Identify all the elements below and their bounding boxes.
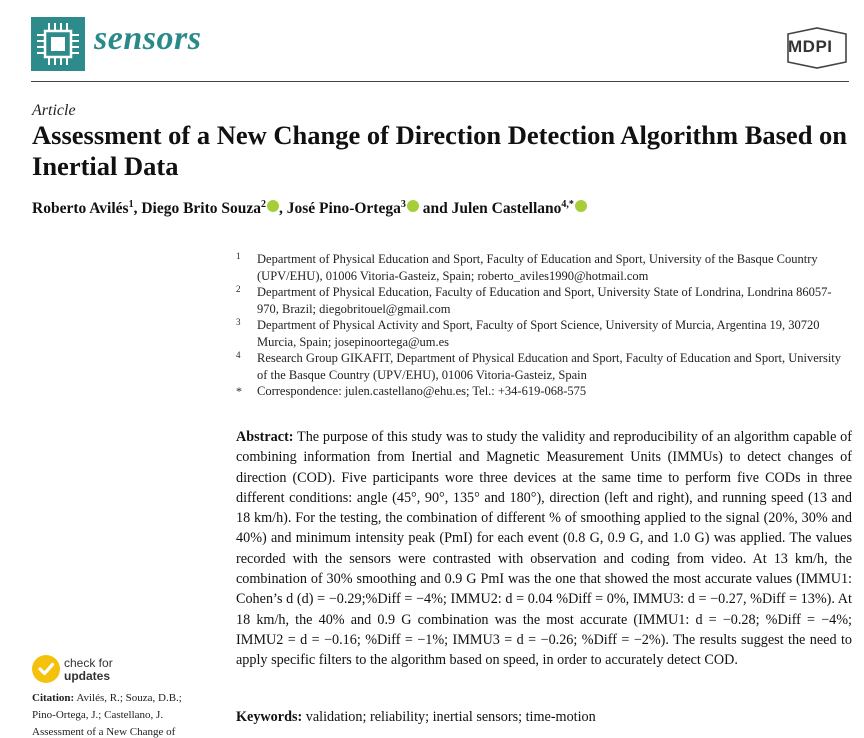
author-name[interactable]: Roberto Avilés (32, 200, 129, 218)
correspondence-text: Correspondence: julen.castellano@ehu.es; Tel.: +34-619-068-575 (257, 384, 587, 398)
article-title: Assessment of a New Change of Direction Detection Algorithm Based on Inertial Data (32, 120, 848, 181)
author-affiliation-ref: 3 (400, 199, 406, 210)
publisher-logo[interactable] (784, 26, 850, 70)
publisher-name: MDPI (788, 37, 833, 56)
affiliation-text: Department of Physical Activity and Sport, Faculty of Sport Science, University of Murcia, Argentina 19, 30720 Murcia, Spain; josepinoortega@um.es (257, 318, 820, 349)
author-list (32, 199, 587, 218)
orcid-icon[interactable] (575, 200, 587, 212)
abstract-label: Abstract: (236, 429, 294, 445)
affiliation-item (236, 317, 852, 350)
journal-logo-icon (31, 17, 85, 71)
abstract (236, 427, 852, 671)
affiliation-number: 3 (236, 317, 241, 327)
orcid-icon[interactable] (407, 200, 419, 212)
author-name[interactable]: Julen Castellano (451, 200, 562, 218)
citation-text: Avilés, R.; Souza, D.B.; Pino-Ortega, J.; Castellano, J. Assessment of a New Change of (32, 692, 182, 738)
journal-name[interactable]: sensors (94, 20, 202, 57)
affiliation-item (236, 284, 852, 317)
keywords-text: validation; reliability; inertial sensors; time-motion (305, 709, 596, 725)
affiliation-text: Department of Physical Education, Faculty of Education and Sport, University State of Londrina, Londrina 86057-970, Brazil; diegobritouel@gmail.com (257, 285, 832, 316)
updates-label-line1: check for (64, 656, 113, 670)
affiliation-list (236, 251, 852, 400)
affiliation-text: Department of Physical Education and Sport, Faculty of Education and Sport, University of the Basque Country (UPV/EHU), 01006 Vitoria-Gasteiz, Spain; roberto_aviles1990@hotmail.com (257, 252, 818, 283)
author-affiliation-ref: 4,* (561, 199, 574, 210)
author-affiliation-ref: 2 (261, 199, 267, 210)
article-type: Article (32, 102, 76, 119)
affiliation-number: 2 (236, 284, 241, 294)
affiliation-item (236, 350, 852, 383)
author-separator: and (418, 200, 452, 218)
keywords-label: Keywords: (236, 709, 303, 725)
header-divider (31, 81, 849, 82)
affiliation-item (236, 251, 852, 284)
affiliation-text: Research Group GIKAFIT, Department of Physical Education and Sport, Faculty of Education and Sport, University of the Basque Country (UPV/EHU), 01006 Vitoria-Gasteiz, Spain (257, 351, 842, 382)
correspondence-item (236, 383, 852, 400)
citation-block (32, 690, 197, 738)
orcid-icon[interactable] (267, 200, 279, 212)
author-name[interactable]: José Pino-Ortega (286, 200, 401, 218)
affiliation-number: 1 (236, 251, 241, 261)
affiliation-number: * (236, 384, 242, 398)
citation-label: Citation: (32, 692, 75, 704)
affiliation-number: 4 (236, 350, 241, 360)
keywords (236, 709, 852, 726)
checkmark-badge-icon (32, 655, 60, 683)
author-separator: , (279, 200, 287, 218)
author-separator: , (133, 200, 142, 218)
abstract-text: The purpose of this study was to study the validity and reproducibility of an algorithm capable of combining information from Inertial and Magnetic Measurement Units (IMMUs) to detect changes of direction (COD). Five participants wore three devices at the same time to perform five CODs in three different conditions: angle (45°, 90°, 135° and 180°), direction (left and right), and running speed (13 and 18 km/h). For the testing, the combination of different % of smoothing applied to the signal (20%, 30% and 40%) and minimum intensity peak (PmI) for each event (0.8 G, 0.9 G, and 1.0 G) was applied. The values recorded with the sensors were contrasted with observation and coding from video. At 13 km/h, the combination of 30% smoothing and 0.9 G PmI was the one that showed the most accurate values (IMMU1: Cohen’s d (d) = −0.29;%Diff = −4%; IMMU2: d = 0.04 %Diff = 0%, IMMU3: d = −0.27, %Diff = 13%). At 18 km/h, the 40% and 0.9 G combination was the most accurate (IMMU1: d = −0.28; %Diff = −4%; IMMU2 = d = −0.16; %Diff = −1%; IMMU3 = d = −0.26; %Diff = −2%). The results suggest the need to apply specific filters to the algorithm based on speed, in order to accurately detect COD. (236, 429, 852, 669)
author-affiliation-ref: 1 (128, 199, 134, 210)
author-name[interactable]: Diego Brito Souza (141, 200, 262, 218)
updates-label-line2: updates (64, 669, 111, 683)
check-for-updates-button[interactable] (32, 655, 152, 685)
